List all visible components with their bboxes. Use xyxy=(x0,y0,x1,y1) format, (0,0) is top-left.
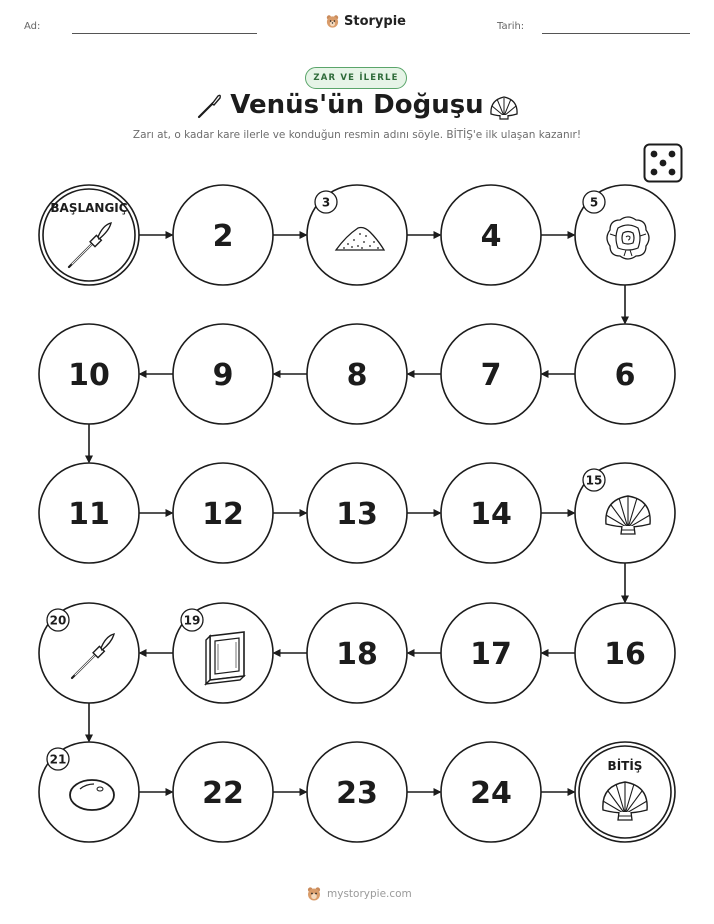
board-cell-15 xyxy=(575,463,675,563)
board-cell-4 xyxy=(441,185,541,285)
board-cell-11 xyxy=(39,463,139,563)
cell-number: 9 xyxy=(212,358,234,393)
rose-icon xyxy=(607,217,649,259)
cell-number: 10 xyxy=(68,358,110,393)
board-cell-23 xyxy=(307,742,407,842)
start-label: BAŞLANGIÇ xyxy=(50,201,128,215)
cell-number: 21 xyxy=(49,752,67,767)
cell-number-badge xyxy=(47,748,69,770)
cell-number-badge xyxy=(47,609,69,631)
cell-number: 24 xyxy=(470,776,512,811)
board-cell-8 xyxy=(307,324,407,424)
board-cell-7 xyxy=(441,324,541,424)
cell-number: 20 xyxy=(49,613,67,628)
cell-number: 12 xyxy=(202,497,244,532)
board-cell-5 xyxy=(575,185,675,285)
cell-number: 13 xyxy=(336,497,378,532)
board-cell-13 xyxy=(307,463,407,563)
cell-number: 11 xyxy=(68,497,110,532)
date-label: Tarih: xyxy=(497,21,525,32)
cell-number: 5 xyxy=(589,195,599,210)
bear-mascot-icon xyxy=(306,886,322,902)
cell-number: 19 xyxy=(183,613,201,628)
board-cell-10 xyxy=(39,324,139,424)
cell-number: 7 xyxy=(480,358,502,393)
cell-number: 3 xyxy=(321,195,331,210)
cell-number: 14 xyxy=(470,497,512,532)
cell-number-badge xyxy=(315,191,337,213)
cell-number: 4 xyxy=(480,219,502,254)
cell-number-badge xyxy=(583,469,605,491)
cell-number: 2 xyxy=(212,219,234,254)
board-cell-17 xyxy=(441,603,541,703)
cell-circle xyxy=(39,185,139,285)
board-cell-16 xyxy=(575,603,675,703)
board-cell-24 xyxy=(441,742,541,842)
board-cell-14 xyxy=(441,463,541,563)
finish-label: BİTİŞ xyxy=(607,759,643,773)
footer-site: mystorypie.com xyxy=(327,888,412,900)
cell-number: 23 xyxy=(336,776,378,811)
board-cell-18 xyxy=(307,603,407,703)
pearl-icon xyxy=(70,780,114,810)
canvas-frame-icon xyxy=(206,632,244,684)
board-cell-3 xyxy=(307,185,407,285)
cell-number: 18 xyxy=(336,637,378,672)
cell-number: 17 xyxy=(470,637,512,672)
board-cell-20 xyxy=(39,603,139,703)
cell-number: 8 xyxy=(346,358,368,393)
board-cell-22 xyxy=(173,742,273,842)
board-cell-21 xyxy=(39,742,139,842)
game-type-badge: ZAR VE İLERLE xyxy=(305,67,407,89)
page-title: Venüs'ün Doğuşu xyxy=(230,90,484,120)
board-cell-1 xyxy=(39,185,139,285)
board-cell-12 xyxy=(173,463,273,563)
board-cell-19 xyxy=(173,603,273,703)
board-cell-2 xyxy=(173,185,273,285)
board-cell-6 xyxy=(575,324,675,424)
cell-number: 22 xyxy=(202,776,244,811)
board-cell-25 xyxy=(575,742,675,842)
cell-number: 16 xyxy=(604,637,646,672)
cell-number-badge xyxy=(181,609,203,631)
cell-number: 6 xyxy=(614,358,636,393)
name-label: Ad: xyxy=(24,21,41,32)
board-cell-9 xyxy=(173,324,273,424)
instructions: Zarı at, o kadar kare ilerle ve konduğun resmin adını söyle. BİTİŞ'e ilk ulaşan kazanır! xyxy=(132,129,582,141)
footer xyxy=(306,886,412,902)
cell-number-badge xyxy=(583,191,605,213)
brand-name: Storypie xyxy=(344,14,406,29)
cell-number: 15 xyxy=(585,473,603,488)
